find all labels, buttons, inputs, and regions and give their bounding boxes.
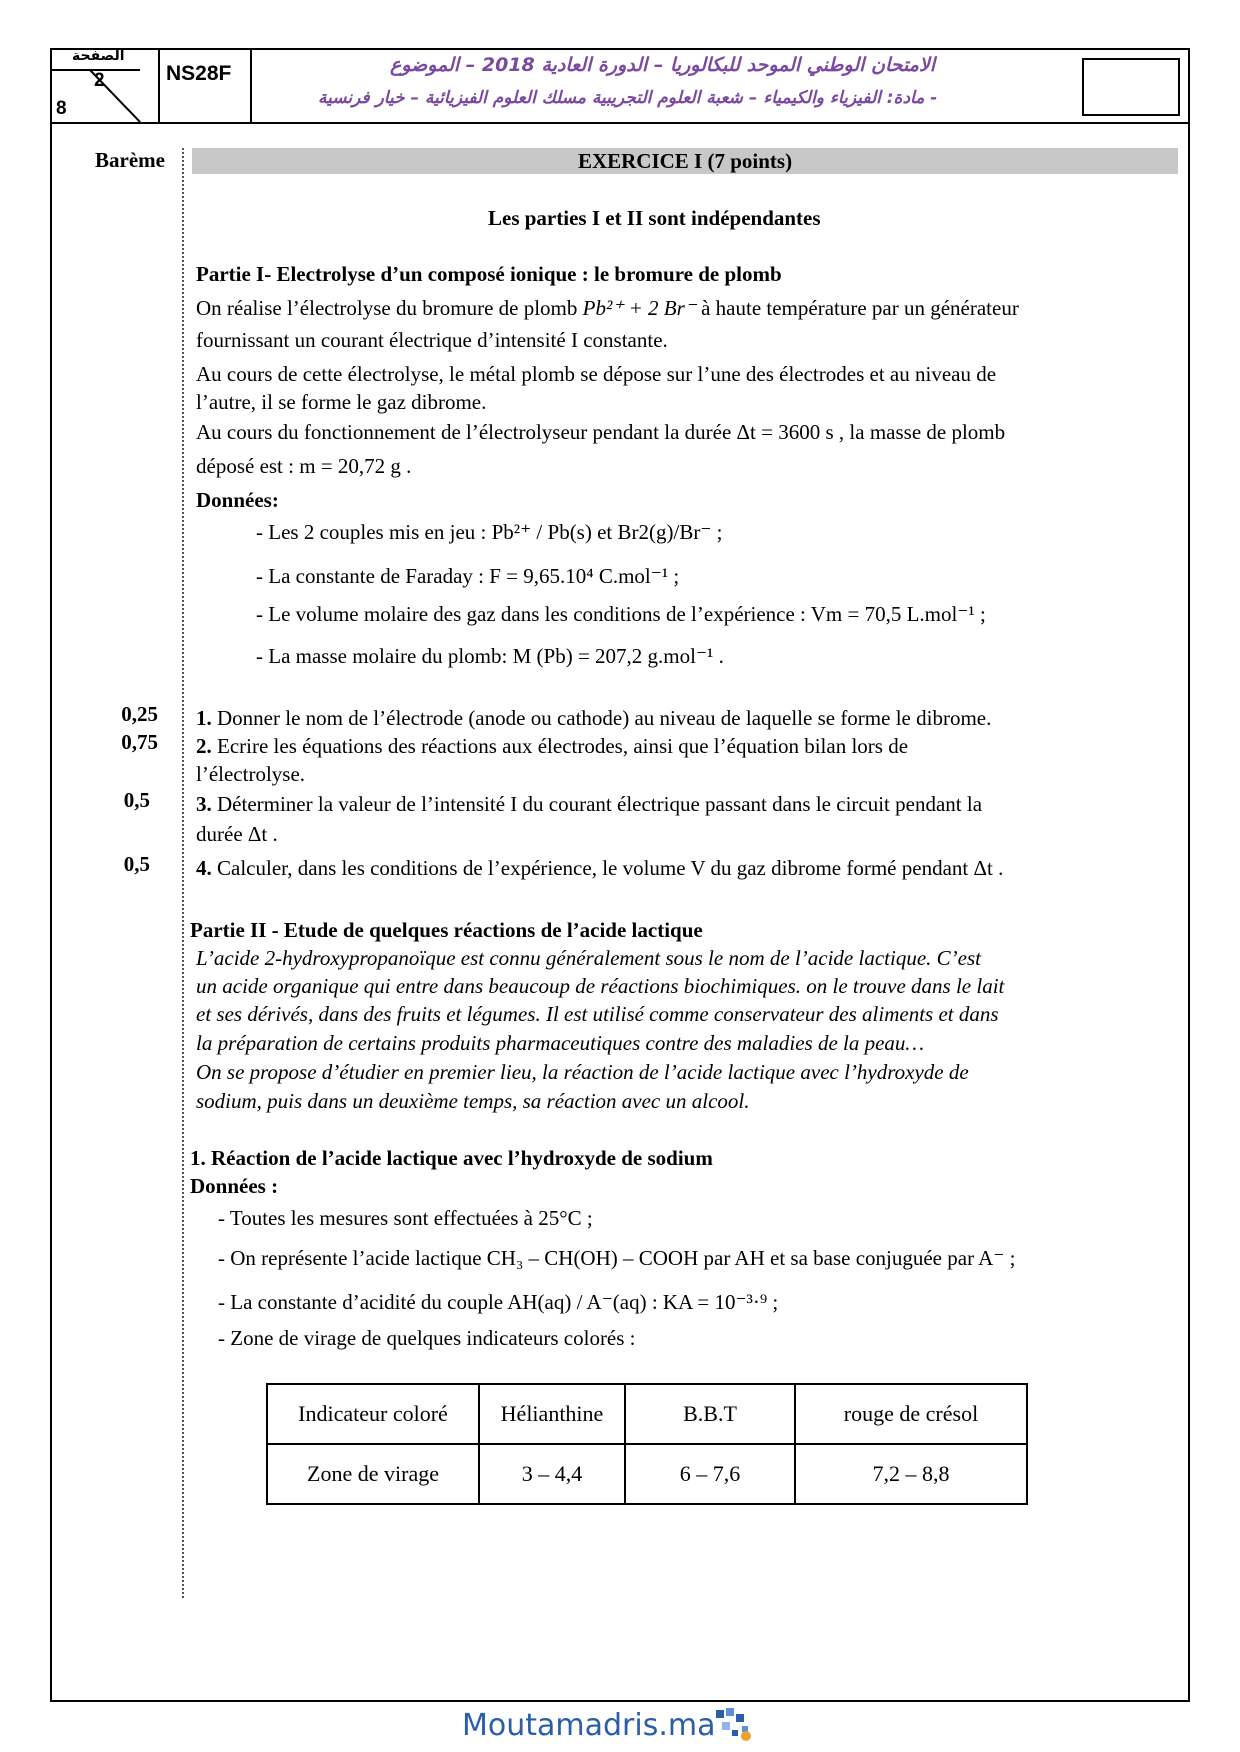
logo-mark-icon bbox=[712, 1706, 772, 1746]
page-number: 2 bbox=[94, 70, 105, 91]
table-header-row bbox=[267, 1384, 1027, 1444]
partie1-p1a: On réalise l’électrolyse du bromure de plomb bbox=[196, 296, 583, 320]
exercise-title: EXERCICE I (7 points) bbox=[192, 148, 1178, 174]
header-separator-1 bbox=[158, 48, 160, 122]
header-separator-2 bbox=[250, 48, 252, 122]
partie1-paragraph1 bbox=[196, 294, 1019, 322]
table-row bbox=[267, 1444, 1027, 1504]
header-divider bbox=[50, 122, 1190, 124]
question-2-continued: l’électrolyse. bbox=[196, 762, 306, 786]
exercise-subtitle: Les parties I et II sont indépendantes bbox=[488, 206, 821, 230]
partie1-donnee-masse-molaire: - La masse molaire du plomb: M (Pb) = 207,2 g.mol⁻¹ . bbox=[256, 644, 724, 668]
partie2-donnee-ka: - La constante d’acidité du couple AH(aq) / A⁻(aq) : KA = 10⁻³·⁹ ; bbox=[218, 1290, 779, 1314]
partie1-title: Partie I- Electrolyse d’un composé ionique : le bromure de plomb bbox=[196, 262, 782, 286]
indicator-table bbox=[266, 1383, 1028, 1505]
points-q3: 0,5 bbox=[123, 788, 150, 812]
partie1-donnees-title: Données: bbox=[196, 488, 279, 512]
partie2-intro-line5: On se propose d’étudier en premier lieu, la réaction de l’acide lactique avec l’hydroxyde de bbox=[196, 1060, 969, 1084]
question-3 bbox=[196, 790, 982, 818]
table-header-cell: B.B.T bbox=[625, 1384, 795, 1444]
question-4-text: Calculer, dans les conditions de l’expérience, le volume V du gaz dibrome formé pendant Δt . bbox=[211, 856, 1004, 880]
table-cell: 7,2 – 8,8 bbox=[795, 1444, 1027, 1504]
points-q1: 0,25 bbox=[121, 702, 158, 726]
exam-title-line2: - مادة: الفيزياء والكيمياء – شعبة العلوم التجريبية مسلك العلوم الفيزيائية – خيار فرنسية bbox=[318, 88, 938, 108]
partie2-donnees-title: Données : bbox=[190, 1174, 279, 1198]
question-2 bbox=[196, 732, 908, 760]
question-3-text: Déterminer la valeur de l’intensité I du courant électrique passant dans le circuit pendant la bbox=[211, 792, 983, 816]
partie2-intro-line6: sodium, puis dans un deuxième temps, sa réaction avec un alcool. bbox=[196, 1089, 750, 1113]
page-total: 8 bbox=[56, 98, 67, 119]
question-2-text: Ecrire les équations des réactions aux électrodes, ainsi que l’équation bilan lors de bbox=[211, 734, 909, 758]
partie1-p1c: fournissant un courant électrique d’intensité I constante. bbox=[196, 328, 668, 352]
partie1-donnee-couples: - Les 2 couples mis en jeu : Pb²⁺ / Pb(s) et Br2(g)/Br⁻ ; bbox=[256, 520, 723, 544]
table-header-cell: Indicateur coloré bbox=[267, 1384, 479, 1444]
partie1-p1b: à haute température par un générateur bbox=[695, 296, 1019, 320]
points-q2: 0,75 bbox=[121, 730, 158, 754]
table-cell: 3 – 4,4 bbox=[479, 1444, 625, 1504]
partie2-intro-line4: la préparation de certains produits pharmaceutiques contre des maladies de la peau… bbox=[196, 1031, 925, 1055]
partie2-donnee-temperature: - Toutes les mesures sont effectuées à 25°C ; bbox=[218, 1206, 593, 1230]
question-3-number: 3. bbox=[196, 792, 212, 816]
partie2-donnee-zone-virage: - Zone de virage de quelques indicateurs colorés : bbox=[218, 1326, 636, 1350]
blank-box bbox=[1082, 58, 1180, 116]
question-4-number: 4. bbox=[196, 856, 212, 880]
partie2-donnee-acide-lactique: - On représente l’acide lactique CH₃ – CH(OH) – COOH par AH et sa base conjuguée par A⁻ ; bbox=[218, 1246, 1016, 1270]
page-number-box bbox=[50, 48, 158, 122]
lead-bromide-formula: Pb²⁺ + 2 Br⁻ bbox=[582, 296, 696, 320]
question-1 bbox=[196, 704, 991, 732]
partie2-section1-title: 1. Réaction de l’acide lactique avec l’hydroxyde de sodium bbox=[190, 1146, 713, 1170]
table-cell: 6 – 7,6 bbox=[625, 1444, 795, 1504]
margin-separator bbox=[182, 148, 184, 1598]
table-cell: Zone de virage bbox=[267, 1444, 479, 1504]
question-3-continued: durée Δt . bbox=[196, 822, 278, 846]
table-header-cell: rouge de crésol bbox=[795, 1384, 1027, 1444]
question-4 bbox=[196, 854, 1003, 882]
page-label: الصفحة bbox=[72, 48, 125, 64]
question-2-number: 2. bbox=[196, 734, 212, 758]
table-header-cell: Hélianthine bbox=[479, 1384, 625, 1444]
footer-logo: Moutamadris.ma bbox=[462, 1708, 716, 1743]
partie1-p2a: Au cours de cette électrolyse, le métal plomb se dépose sur l’une des électrodes et au niveau de bbox=[196, 362, 997, 386]
partie1-donnee-volume-molaire: - Le volume molaire des gaz dans les conditions de l’expérience : Vm = 70,5 L.mol⁻¹ ; bbox=[256, 602, 986, 626]
partie1-donnee-faraday: - La constante de Faraday : F = 9,65.10⁴ C.mol⁻¹ ; bbox=[256, 564, 680, 588]
partie1-p2b: l’autre, il se forme le gaz dibrome. bbox=[196, 390, 487, 414]
partie1-p3a: Au cours du fonctionnement de l’électrolyseur pendant la durée Δt = 3600 s , la masse de plomb bbox=[196, 420, 1006, 444]
exam-code: NS28F bbox=[166, 62, 232, 85]
partie1-p3b: déposé est : m = 20,72 g . bbox=[196, 454, 412, 478]
bareme-label: Barème bbox=[95, 148, 165, 172]
partie2-title: Partie II - Etude de quelques réactions de l’acide lactique bbox=[190, 918, 703, 942]
points-q4: 0,5 bbox=[123, 852, 150, 876]
question-1-text: Donner le nom de l’électrode (anode ou cathode) au niveau de laquelle se forme le dibrome. bbox=[211, 706, 992, 730]
question-1-number: 1. bbox=[196, 706, 212, 730]
partie2-intro-line2: un acide organique qui entre dans beaucoup de réactions biochimiques. on le trouve dans le lait bbox=[196, 974, 1005, 998]
partie2-intro-line3: et ses dérivés, dans des fruits et légumes. Il est utilisé comme conservateur des aliments et dans bbox=[196, 1002, 999, 1026]
exam-title-line1: الامتحان الوطني الموحد للبكالوريا – الدورة العادية 2018 – الموضوع bbox=[390, 54, 936, 76]
partie2-intro-line1: L’acide 2-hydroxypropanoïque est connu généralement sous le nom de l’acide lactique. C’est bbox=[196, 946, 981, 970]
